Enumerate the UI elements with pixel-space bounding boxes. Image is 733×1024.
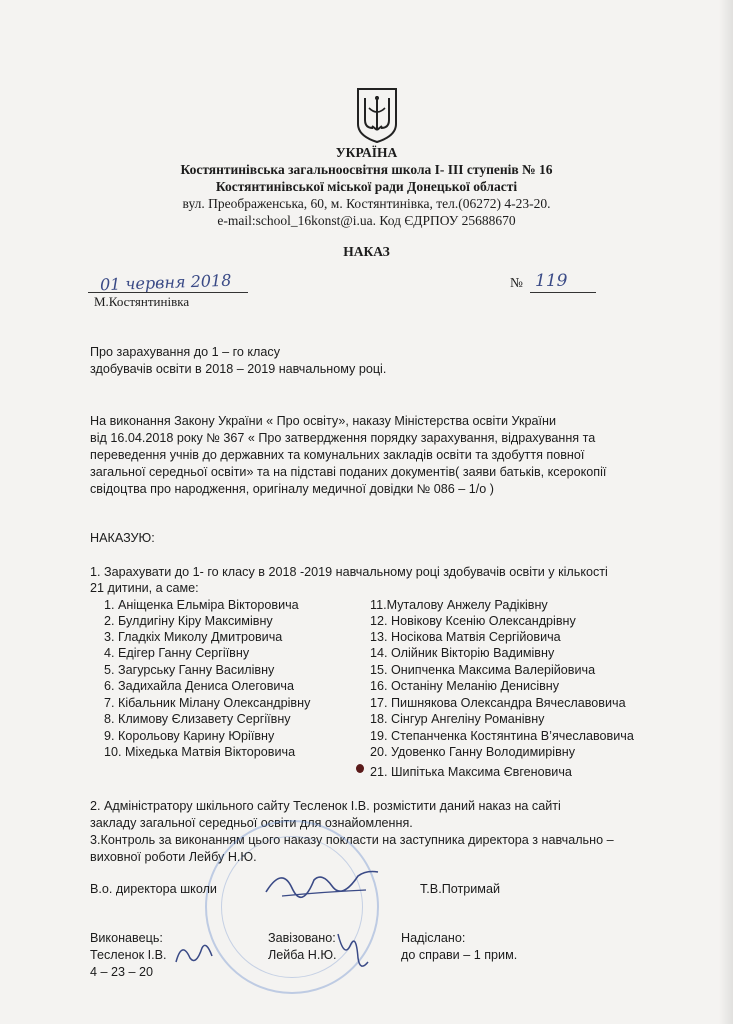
student-list-item: 5. Загурську Ганну Василівну (104, 663, 275, 677)
student-list-item: 2. Булдигіну Кіру Максимівну (104, 614, 273, 628)
school-name-line2: Костянтинівської міської ради Донецької області (215, 179, 518, 194)
page-edge-shadow (719, 0, 733, 1024)
item3-line1: 3.Контроль за виконанням цього наказу покласти на заступника директора з навчально – (90, 833, 614, 847)
student-list-item: 21. Шипітька Максима Євгеновича (370, 765, 572, 779)
number-underline (530, 292, 596, 293)
student-list-item: 3. Гладкіх Миколу Дмитровича (104, 630, 283, 644)
executor-name: Тесленок І.В. (90, 948, 167, 962)
executor-phone: 4 – 23 – 20 (90, 965, 154, 979)
executor-signature (172, 936, 216, 975)
document-type-title: НАКАЗ (343, 244, 390, 259)
order-date: 01 червня 2018 (99, 270, 232, 295)
signatory-role: В.о. директора школи (90, 882, 217, 896)
student-list-item: 15. Онипченка Максима Валерійовича (370, 663, 596, 677)
endorsed-signature (330, 928, 374, 981)
student-list-item: 20. Удовенко Ганну Володимирівну (370, 745, 576, 759)
trident-coat-of-arms-icon (355, 86, 399, 144)
date-underline (88, 292, 248, 293)
student-list-item: 17. Пишнякова Олександра Вячеславовича (370, 696, 626, 710)
item3-line2: виховної роботи Лейбу Н.Ю. (90, 850, 257, 864)
endorsed-name: Лейба Н.Ю. (268, 948, 337, 962)
student-list-item: 10. Міхедька Матвія Вікторовича (104, 745, 296, 759)
student-list-item: 12. Новікову Ксенію Олександрівну (370, 614, 576, 628)
signatory-name: Т.В.Потримай (420, 882, 500, 896)
endorsed-label: Завізовано: (268, 931, 336, 945)
executor-label: Виконавець: (90, 931, 163, 945)
director-signature (262, 862, 382, 907)
item2-line2: закладу загальної середньої освіти для ознайомлення. (90, 816, 413, 830)
student-list-item: 14. Олійник Вікторію Вадимівну (370, 646, 555, 660)
student-list-item: 11.Муталову Анжелу Радіківну (370, 598, 548, 612)
student-list-item: 8. Климову Єлизавету Сергіївну (104, 712, 291, 726)
student-list-item: 4. Едігер Ганну Сергіївну (104, 646, 250, 660)
preamble-line: від 16.04.2018 року № 367 « Про затвердження порядку зарахування, відрахування та (90, 431, 596, 445)
preamble-line: переведення учнів до державних та комунальних закладів освіти та здобуття повної (90, 448, 585, 462)
preamble-line: свідоцтва про народження, оригіналу медичної довідки № 086 – 1/о ) (90, 482, 494, 496)
subject-line1: Про зарахування до 1 – го класу (90, 345, 280, 359)
item1-line1: 1. Зарахувати до 1- го класу в 2018 -2019 навчальному році здобувачів освіти у кількості (90, 565, 608, 579)
sent-value: до справи – 1 прим. (401, 948, 518, 962)
student-list-item: 19. Степанченка Костянтина В’ячеславовича (370, 729, 634, 743)
student-list-item: 16. Останіну Меланію Денисівну (370, 679, 560, 693)
sent-label: Надіслано: (401, 931, 466, 945)
student-list-item: 13. Носікова Матвія Сергійовича (370, 630, 561, 644)
order-number-label: № (510, 275, 523, 290)
order-number: 119 (535, 271, 568, 291)
school-email-code: e-mail:school_16konst@i.ua. Код ЄДРПОУ 25688670 (217, 213, 516, 228)
student-list-item: 6. Задихайла Дениса Олеговича (104, 679, 294, 693)
city-name: М.Костянтинівка (94, 294, 190, 309)
student-list-item: 1. Аніщенка Ельміра Вікторовича (104, 598, 299, 612)
item1-line2: 21 дитини, а саме: (90, 581, 199, 595)
student-list-item: 9. Корольову Карину Юріївну (104, 729, 275, 743)
ink-blot (356, 764, 364, 773)
item2-line1: 2. Адміністратору шкільного сайту Тесленок І.В. розмістити даний наказ на сайті (90, 799, 561, 813)
preamble-line: На виконання Закону України « Про освіту», наказу Міністерства освіти України (90, 414, 556, 428)
country-title: УКРАЇНА (335, 145, 398, 160)
school-name-line1: Костянтинівська загальноосвітня школа І- ІІІ ступенів № 16 (180, 162, 553, 177)
student-list-item: 18. Сінгур Ангеліну Романівну (370, 712, 545, 726)
student-list-item: 7. Кібальник Мілану Олександрівну (104, 696, 311, 710)
school-address: вул. Преображенська, 60, м. Костянтинівка, тел.(06272) 4-23-20. (182, 196, 551, 211)
preamble-line: загальної середньої освіти» та на підставі поданих документів( заяви батьків, ксерокопії (90, 465, 607, 479)
subject-line2: здобувачів освіти в 2018 – 2019 навчальному році. (90, 362, 387, 376)
order-word: НАКАЗУЮ: (90, 531, 155, 545)
